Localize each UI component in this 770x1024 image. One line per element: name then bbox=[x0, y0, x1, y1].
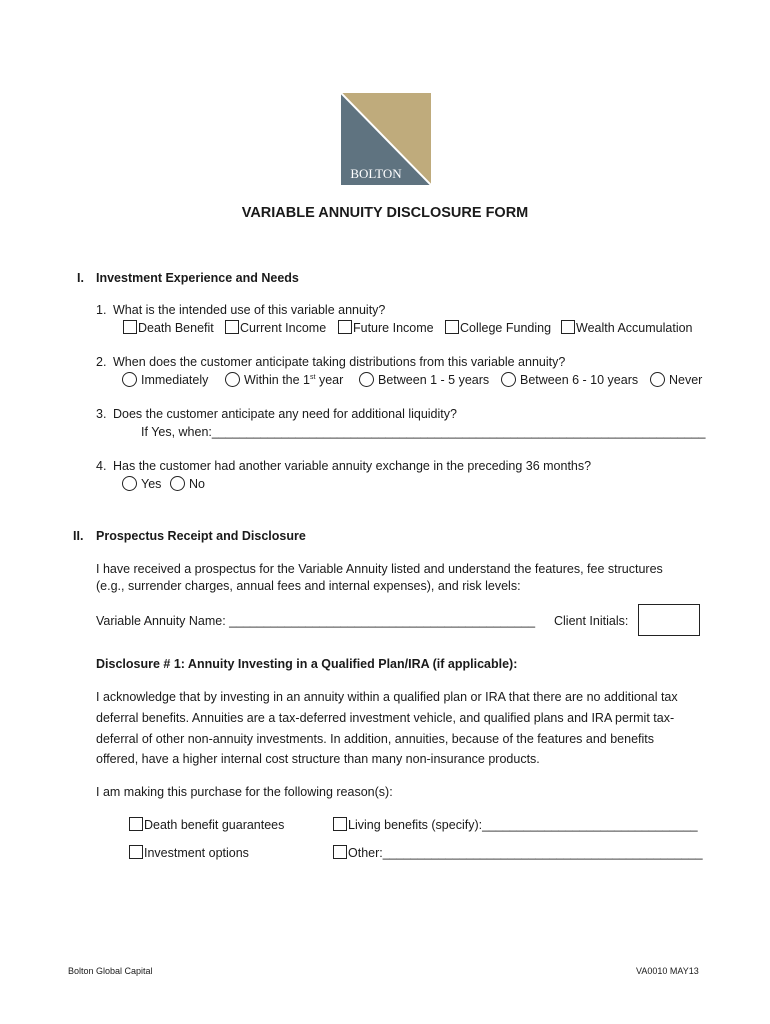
q1-option-future-income[interactable] bbox=[338, 320, 434, 335]
radio[interactable] bbox=[225, 372, 240, 387]
option-label: Current Income bbox=[240, 321, 327, 335]
q3-if-yes-field[interactable]: If Yes, when:_______________________________________________________________________ bbox=[141, 425, 706, 439]
receipt-line-1: I have received a prospectus for the Variable Annuity listed and understand the features, fee structures bbox=[96, 562, 663, 576]
radio[interactable] bbox=[170, 476, 185, 491]
client-initials-label: Client Initials: bbox=[554, 614, 629, 628]
checkbox[interactable] bbox=[333, 845, 347, 859]
va-name-field[interactable]: Variable Annuity Name: ____________________________________________ bbox=[96, 614, 536, 628]
radio[interactable] bbox=[359, 372, 374, 387]
q3-text: Does the customer anticipate any need for additional liquidity? bbox=[113, 407, 457, 421]
radio[interactable] bbox=[122, 476, 137, 491]
option-label: Never bbox=[669, 373, 703, 387]
reason-investment-options[interactable] bbox=[129, 845, 249, 860]
disclosure1-line: deferral benefits. Annuities are a tax-deferred investment vehicle, and qualified plans and IRA permit tax- bbox=[96, 711, 675, 725]
radio[interactable] bbox=[650, 372, 665, 387]
q4-option-yes[interactable] bbox=[122, 476, 161, 491]
footer-form-code: VA0010 MAY13 bbox=[636, 966, 699, 976]
radio[interactable] bbox=[122, 372, 137, 387]
checkbox[interactable] bbox=[123, 320, 137, 334]
option-label: Living benefits (specify):_______________________________ bbox=[348, 818, 698, 832]
q2-text: When does the customer anticipate taking distributions from this variable annuity? bbox=[113, 355, 566, 369]
disclosure1-heading: Disclosure # 1: Annuity Investing in a Qualified Plan/IRA (if applicable): bbox=[96, 657, 518, 671]
q1-number: 1. bbox=[96, 303, 107, 317]
form-title: VARIABLE ANNUITY DISCLOSURE FORM bbox=[241, 205, 529, 221]
q2-option-immediately[interactable] bbox=[122, 372, 208, 387]
checkbox[interactable] bbox=[445, 320, 459, 334]
reason-death-benefit-guarantees[interactable] bbox=[129, 817, 284, 832]
option-label-prefix: Within the 1 bbox=[244, 373, 311, 387]
checkbox[interactable] bbox=[129, 817, 143, 831]
q3-number: 3. bbox=[96, 407, 107, 421]
option-label: Other:______________________________________________ bbox=[348, 846, 703, 860]
reason-other[interactable] bbox=[333, 845, 703, 860]
disclosure1-line: offered, have a higher internal cost structure than many non-insurance products. bbox=[96, 752, 540, 766]
client-initials-box[interactable] bbox=[638, 604, 700, 636]
option-label-sup: st bbox=[310, 373, 316, 381]
option-label: Wealth Accumulation bbox=[576, 321, 693, 335]
option-label: Immediately bbox=[141, 373, 209, 387]
q1-option-wealth-accumulation[interactable] bbox=[561, 320, 693, 335]
section1-heading: Investment Experience and Needs bbox=[96, 271, 299, 285]
radio[interactable] bbox=[501, 372, 516, 387]
option-label: Future Income bbox=[353, 321, 434, 335]
option-label: Between 1 - 5 years bbox=[378, 373, 490, 387]
option-label: Investment options bbox=[144, 846, 249, 860]
q2-number: 2. bbox=[96, 355, 107, 369]
option-label: Between 6 - 10 years bbox=[520, 373, 639, 387]
option-label: College Funding bbox=[460, 321, 552, 335]
q1-text: What is the intended use of this variable annuity? bbox=[113, 303, 386, 317]
logo-text: BOLTON bbox=[350, 166, 402, 181]
checkbox[interactable] bbox=[225, 320, 239, 334]
reason-living-benefits[interactable] bbox=[333, 817, 698, 832]
checkbox[interactable] bbox=[561, 320, 575, 334]
option-label: Death Benefit bbox=[138, 321, 214, 335]
section2-numeral: II. bbox=[73, 529, 84, 543]
q2-option-never[interactable] bbox=[650, 372, 702, 387]
q2-option-6-10-years[interactable] bbox=[501, 372, 638, 387]
option-label-suffix: year bbox=[315, 373, 344, 387]
q4-number: 4. bbox=[96, 459, 107, 473]
section2-heading: Prospectus Receipt and Disclosure bbox=[96, 529, 306, 543]
bolton-logo bbox=[341, 93, 431, 185]
section1-numeral: I. bbox=[77, 271, 84, 285]
checkbox[interactable] bbox=[338, 320, 352, 334]
footer-company: Bolton Global Capital bbox=[68, 966, 153, 976]
q2-option-1-5-years[interactable] bbox=[359, 372, 489, 387]
checkbox[interactable] bbox=[333, 817, 347, 831]
receipt-line-2: (e.g., surrender charges, annual fees and internal expenses), and risk levels: bbox=[96, 579, 521, 593]
q1-option-college-funding[interactable] bbox=[445, 320, 551, 335]
q1-option-current-income[interactable] bbox=[225, 320, 326, 335]
option-label: No bbox=[189, 477, 205, 491]
q1-option-death-benefit[interactable] bbox=[123, 320, 214, 335]
option-label: Death benefit guarantees bbox=[144, 818, 285, 832]
option-label: Yes bbox=[141, 477, 162, 491]
q2-option-first-year[interactable] bbox=[225, 372, 343, 387]
reasons-intro: I am making this purchase for the following reason(s): bbox=[96, 785, 393, 799]
checkbox[interactable] bbox=[129, 845, 143, 859]
q4-option-no[interactable] bbox=[170, 476, 205, 491]
q4-text: Has the customer had another variable annuity exchange in the preceding 36 months? bbox=[113, 459, 592, 473]
disclosure1-line: deferral of other non-annuity investments. In addition, annuities, because of the features and benefits bbox=[96, 732, 654, 746]
disclosure1-line: I acknowledge that by investing in an annuity within a qualified plan or IRA that there are no additional tax bbox=[96, 690, 678, 704]
